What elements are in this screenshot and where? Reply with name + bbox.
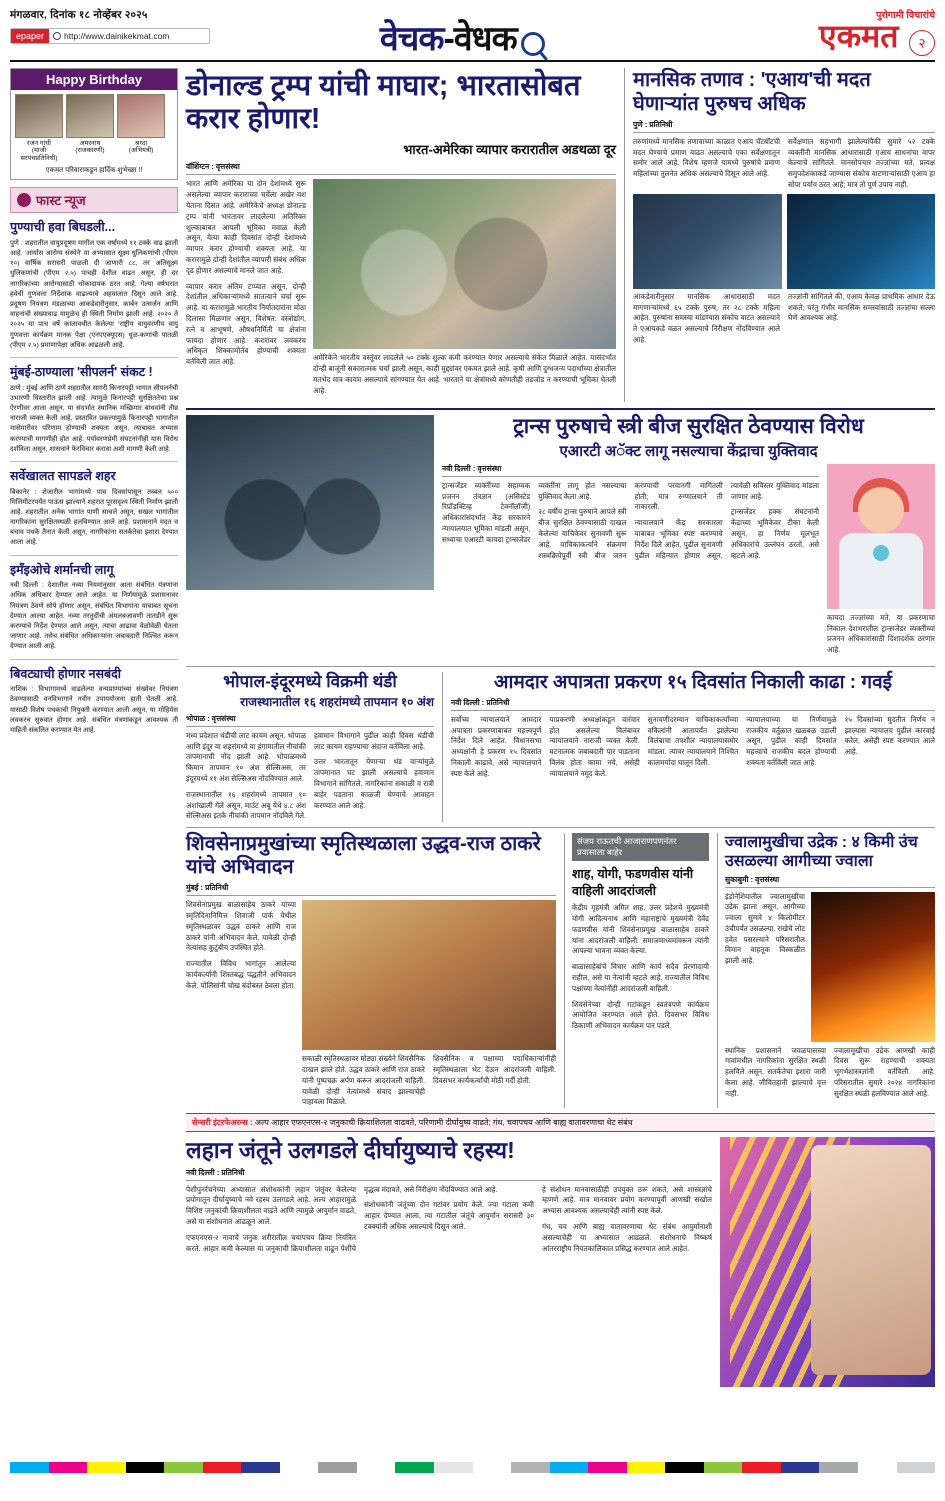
color-swatch xyxy=(704,1462,743,1473)
raut-paragraph: केंद्रीय गृहमंत्री अमित शाह, उत्तर प्रदेशचे मुख्यमंत्री योगी आदित्यनाथ आणि महाराष्ट्राचे मुख्यमंत्री देवेंद्र फडणवीस यांनी शिवसेनाप्रमुख बाळासाहेब ठाकरे यांना आदरांजली वाहिली. समाजमाध्यमांवरून त्यांनी आपल्या भावना व्यक्त केल्या. xyxy=(572,903,709,956)
color-swatch xyxy=(897,1462,936,1473)
fast-news-item[interactable] xyxy=(10,563,178,653)
sensory-body xyxy=(186,1185,712,1255)
globe-icon xyxy=(53,32,61,40)
section-title xyxy=(380,20,525,58)
page-number: २ xyxy=(909,30,935,56)
raut-headline: संजय राऊतची आजाराणपणनंतर प्रवासाला बाहेर xyxy=(572,833,709,861)
fast-news-item[interactable] xyxy=(10,469,178,549)
sensory-byline: नवी दिल्ली : प्रतिनिधी xyxy=(186,1168,712,1181)
trans-byline: नवी दिल्ली : वृत्तसंस्था xyxy=(442,464,819,477)
color-swatch xyxy=(819,1462,858,1473)
mental-photos xyxy=(633,194,935,289)
lead-photo xyxy=(313,179,616,349)
cold-and-mla-row xyxy=(186,666,935,822)
divider xyxy=(10,555,178,556)
fast-news-headline: पुण्याची हवा बिघडली... xyxy=(10,220,116,235)
lead-body xyxy=(186,179,616,401)
color-swatch xyxy=(781,1462,820,1473)
trans-headline: ट्रान्स पुरुषाचे स्त्री बीज सुरक्षित ठेवण्यास विरोध xyxy=(513,414,864,438)
face-shape xyxy=(858,487,904,533)
badge-icon xyxy=(873,545,889,561)
dna-photo-wrap xyxy=(720,1137,935,1387)
mla-story[interactable] xyxy=(442,672,935,822)
cold-body xyxy=(186,731,434,822)
mental-paragraph: आकडेवारीनुसार मानसिक आधारासाठी मदत मागणाऱ्यांमध्ये ६५ टक्के पुरुष, तर २८ टक्के महिला आहेत. पुरुषांना समस्या मांडण्यास संकोच वाटत असल्याने ते एआयकडे वळत असल्याचे निरीक्षण नोंदविण्यात आले आहे. xyxy=(633,291,780,344)
mental-body-top xyxy=(633,137,935,191)
color-swatch xyxy=(665,1462,704,1473)
sensory-paragraph: पेशीपुनर्रचनेच्या अभ्यासात संशोधकांनी लहान जंतूंवर केलेल्या प्रयोगातून दीर्घायुष्याचे नवे रहस्य उलगडले आहे. अल्प आहारामुळे विशिष्ट जनुकांची क्रियाशीलता वाढते आणि त्यामुळे आयुर्मान वाढते, असे या संशोधनात आढळून आले. xyxy=(186,1184,356,1226)
shivsena-paragraph: राज्यातील विविध भागांतून आलेल्या कार्यकर्त्यांनी शिस्तबद्ध पद्धतीने अभिवादन केले. पोलिसांनी चोख बंदोबस्त ठेवला होता. xyxy=(186,959,296,990)
mental-byline: पुणे : प्रतिनिधी xyxy=(633,120,935,133)
shivsena-story[interactable] xyxy=(186,833,556,1108)
birthday-sub: (राजकारणी) xyxy=(75,147,105,155)
mla-headline: आमदार अपात्रता प्रकरण १५ दिवसांत निकाली काढा : गवई xyxy=(494,671,892,693)
fast-news-headline: इमॅंइओचे शर्मानची लागू xyxy=(10,562,114,577)
color-swatch xyxy=(588,1462,627,1473)
raut-paragraph: शिवसेनेच्या दोन्ही गटांकडून स्वतंत्रपणे कार्यक्रम आयोजित करण्यात आले होते. दिवसभर विविध ठिकाणी अभिवादन कार्यक्रम पार पडले. xyxy=(572,999,709,1031)
birthday-sub: (अभियंत्री) xyxy=(128,147,154,155)
shivsena-headline: शिवसेनाप्रमुखांच्या स्मृतिस्थळाला उद्धव-राज ठाकरे यांचे अभिवादन xyxy=(186,833,541,879)
shivsena-paragraph: सकाळी स्मृतिस्थळावर मोठ्या संख्येने शिवसैनिक दाखल झाले होते. उद्धव ठाकरे आणि राज ठाकरे यांनी पुष्पचक्र अर्पण करून आदरांजली वाहिली. यावेळी दोन्ही नेत्यांमध्ये संवाद झाल्याचेही पाहायला मिळाले. xyxy=(302,1054,425,1107)
volcano-paragraph: इंडोनेशियातील ज्वालामुखीचा उद्रेक झाला असून, आगीच्या ज्वाला सुमारे ४ किलोमीटर उंचीपर्यंत उसळल्या. राखेचे लोट हवेत पसरल्याने परिसरातील विमान वाहतूक विस्कळीत झाली आहे. xyxy=(725,891,805,966)
sidebar xyxy=(10,68,178,1458)
trans-main xyxy=(442,415,935,661)
epaper-tag: epaper xyxy=(11,29,49,43)
mental-paragraph: सर्वेक्षणात सहभागी झालेल्यांपैकी सुमारे ५२ टक्के व्यक्तींनी मानसिक आधारासाठी एआय साधनांचा वापर केल्याचे सांगितले. मानसोपचार तज्ज्ञांच्या मते, प्रत्यक्ष समुपदेशकाकडे जाण्यास संकोच वाटणाऱ्यांसाठी एआय हा सोपा पर्याय ठरत आहे; मात्र तो पूर्ण उपाय नाही. xyxy=(788,136,935,189)
masthead-right xyxy=(715,8,935,56)
sensory-text-block xyxy=(186,1137,712,1387)
cold-paragraph: मध्य प्रदेशात थंडीची लाट कायम असून, भोपाळ आणि इंदूर या शहरांमध्ये या हंगामातील नीचांकी तापमानाची नोंद झाली आहे. भोपाळमध्ये किमान तापमान १० अंश सेल्सिअस, तर इंदूरमध्ये ११ अंश सेल्सिअस नोंदविण्यात आले. xyxy=(186,730,306,783)
birthday-person xyxy=(15,94,63,162)
fast-news-item[interactable] xyxy=(10,220,178,351)
lead-subhead: भारत-अमेरिका व्यापार करारातील अडथळा दूर xyxy=(403,142,616,158)
trans-paragraph: ट्रान्सजेंडर हक्क संघटनांनी केंद्राच्या भूमिकेवर टीका केली असून, हा निर्णय मूलभूत अधिकारांचे उल्लंघन ठरतो, असे म्हटले आहे. xyxy=(730,507,819,560)
raut-story[interactable] xyxy=(564,833,709,1108)
section-title-part1: वेचक xyxy=(379,20,444,58)
color-swatch xyxy=(357,1462,396,1473)
divider xyxy=(10,461,178,462)
lead-paragraph: अमेरिकेने भारतीय वस्तूंवर लादलेले ५० टक्के शुल्क कमी करण्यात येणार असल्याचे संकेत मिळाले आहेत. यासंदर्भात दोन्ही बाजूंनी सकारात्मक चर्चा झाली असून, काही मुद्द्यांवर एकमत झाले आहे. कृषी आणि दुग्धजन्य पदार्थांच्या क्षेत्रातील मतभेद मात्र कायम असल्याचे सांगण्यात येत आहे. भारताने या क्षेत्रांमध्ये कोणतीही तडजोड न करण्याची भूमिका घेतली आहे. xyxy=(313,353,616,395)
cold-weather-photo xyxy=(186,415,434,590)
cold-byline: भोपाळ : वृत्तसंस्था xyxy=(186,714,434,727)
lead-row xyxy=(186,68,935,402)
trans-paragraph: न्यायालयाने केंद्र सरकारला याबाबत भूमिका स्पष्ट करण्याचे निर्देश दिले आहेत. पुढील सुनावणी पुढील महिन्यात होणार असून, त्यावेळी सविस्तर युक्तिवाद मांडला जाणार आहे. xyxy=(634,480,819,560)
volcano-paragraph: ज्वालामुखीचा उद्रेक आणखी काही दिवस सुरू राहण्याची शक्यता भूगर्भशास्त्रज्ञांनी वर्तविली आहे. परिसरातील सुमारे २०२४ नागरिकांना सुरक्षित स्थळी हलविण्यात आले आहे. xyxy=(834,1045,935,1098)
birthday-person xyxy=(117,94,165,162)
birthday-name: अमरनाथ xyxy=(79,139,101,147)
masthead-center xyxy=(210,14,715,60)
trans-paragraph: ट्रान्सजेंडर व्यक्तींच्या सहाय्यक प्रजनन तंत्रज्ञान (असिस्टेड रिप्रॉडक्टिव्ह टेक्नॉलॉजी) अधिकारांसंदर्भात केंद्र सरकारने न्यायालयात भूमिका मांडली असून, सध्याचा एआरटी कायदा ट्रान्सजेंडर व्यक्तींना लागू होत नसल्याचा युक्तिवाद केला आहे. xyxy=(442,480,627,544)
trans-body xyxy=(442,481,819,562)
lead-paragraph: व्यापार करार अंतिम टप्प्यात असून, दोन्ही देशांतील अधिकाऱ्यांमध्ये सातत्याने चर्चा सुरू आहे. या करारामुळे भारतीय निर्यातदारांना मोठा दिलासा मिळणार असून, विशेषत: वस्त्रोद्योग, रत्ने व आभूषणे, औषधनिर्मिती या क्षेत्रांना फायदा होणार आहे. करारावर लवकरच अधिकृत शिक्कामोर्तब होण्याची शक्यता वर्तविली जात आहे. xyxy=(186,281,306,367)
avatar xyxy=(66,94,114,138)
epaper-link[interactable] xyxy=(10,28,210,44)
avatar xyxy=(117,94,165,138)
mental-health-story[interactable] xyxy=(624,68,935,402)
color-swatch xyxy=(858,1462,897,1473)
lead-col-1 xyxy=(186,179,306,401)
masthead-tagline: पुरोगामी विचारांचे xyxy=(876,10,935,21)
mla-body xyxy=(451,715,935,780)
shivsena-paragraph: शिवसैनिक व पक्षाच्या पदाधिकाऱ्यांनीही स्मृतिस्थळाला भेट देऊन आदरांजली वाहिली. दिवसभर कार्यकर्त्यांची मोठी गर्दी होती. xyxy=(433,1054,556,1085)
masthead-logo-row xyxy=(715,18,935,56)
elderly-portrait xyxy=(811,1145,931,1375)
birthday-person xyxy=(66,94,114,162)
person-illustration xyxy=(827,464,935,609)
sensory-paragraph: संशोधकांनी जंतूंच्या दोन गटांवर प्रयोग केले. ज्या गटाला कमी आहार देण्यात आला, त्या गटातील जंतूंचे आयुर्मान सरासरी ३० टक्क्यांनी अधिक असल्याचे दिसून आले. xyxy=(364,1200,534,1231)
trans-illustration-wrap xyxy=(827,464,935,661)
color-swatch xyxy=(434,1462,473,1473)
color-swatch xyxy=(49,1462,88,1473)
trans-paragraph: कायदा तज्ज्ञांच्या मते, या प्रकरणाचा निकाल देशभरातील ट्रान्सजेंडर व्यक्तींच्या प्रजनन अधिकारांसाठी दिशादर्शक ठरणार आहे. xyxy=(827,612,935,655)
shivsena-byline: मुंबई : प्रतिनिधी xyxy=(186,883,556,896)
fast-news-text: पुणे : शहरातील वायुप्रदूषण मागील एक वर्षामध्ये ११ टक्के वाढ झाली आहे. 'आर्यास आरोग्य संस्थेने' या अभ्यासात सूक्ष्म धुलिकणांची (पीएम १०) वार्षिक सरासरी पाळली दी जाणारी ८८, तर अतिसूक्ष्म धुलिकणांची (पीएम २.५) पाचही देशील वाढत असून, ही दर नागरिकांच्या आरोग्यासाठी धोकादायक ठरत आहे. गेल्या वर्षभरात हवेची गुणवत्ता निर्देशांक वाढल्याचे अहवालात दिसून आले आहे. प्रदूषण नियंत्रण मंडळाच्या आकडेवारीनुसार, कार्बन उत्सर्जन आणि वाहनांची संख्यावाढ यामुळेच ही स्थिती निर्माण झाली आहे. २०२० ते २०२५ या पाच वर्षे कालावधीत केलेल्या 'राष्ट्रीय वायुवरणीय वायु गुणवत्ता कार्यक्रम मानक पेक्षा (एनएएक्यूएस) धूळ-कणांची पातळी (पीएम २.५) प्रमाणापेक्षा अधिक आढळली आहे. xyxy=(10,239,178,349)
fast-news-item[interactable] xyxy=(10,365,178,455)
sensory-headline: लहान जंतूने उलगडले दीर्घायुष्याचे रहस्य! xyxy=(186,1137,515,1164)
cold-subhead: राजस्थानातील १६ शहरांमध्ये तापमान १० अंश xyxy=(240,695,434,710)
fast-news-headline: मुंबई-ठाण्याला 'सीपलर्न' संकट ! xyxy=(10,364,153,379)
mla-byline: नवी दिल्ली : प्रतिनिधी xyxy=(451,698,935,711)
trans-paragraph: २८ वर्षीय ट्रान्स पुरुषाने आपले स्त्री बीज सुरक्षित ठेवण्यासाठी दाखल केलेल्या याचिकेवर सुनावणी सुरू आहे. याचिकाकर्त्याने संक्रमण शस्त्रक्रियेपूर्वी स्त्री बीज जतन करण्याची परवानगी मागितली होती; मात्र रुग्णालयाने ती नाकारली. xyxy=(538,480,723,560)
shivsena-photo xyxy=(302,900,556,1050)
happy-birthday-box xyxy=(10,68,178,181)
magnifier-icon xyxy=(521,32,545,56)
birthday-name: श्रध्दा xyxy=(134,139,148,147)
mental-paragraph: तज्ज्ञांनी सांगितले की, एआय केवळ प्राथमिक आधार देऊ शकते; परंतु गंभीर मानसिक समस्यांसाठी तज्ज्ञांचा सल्ला घेणे आवश्यक आहे. xyxy=(788,291,935,323)
happy-birthday-title: Happy Birthday xyxy=(11,69,177,90)
shivsena-paragraph: शिवसेनाप्रमुख बाळासाहेब ठाकरे यांच्या स्मृतिदिनानिमित्त शिवाजी पार्क येथील स्मृतिस्थळावर उद्धव ठाकरे आणि राज ठाकरे यांनी अभिवादन केले. यावेळी दोन्ही नेत्यांसह कुटुंबीय उपस्थित होते. xyxy=(186,900,296,953)
fast-news-title: फास्ट न्यूज xyxy=(36,193,86,209)
sensory-paragraph: एफएनएस-२ नावाचे जनुक शरीरातील चयापचय क्रिया नियंत्रित करते. आहार कमी केल्यास या जनुकाची क्रियाशीलता वाढून पेशींचे वृद्धत्व मंदावते, असे निरीक्षण नोंदविण्यात आले आहे. xyxy=(186,1184,498,1253)
robot-photo xyxy=(633,194,782,289)
phone-calling-photo xyxy=(787,194,936,289)
volcano-story[interactable] xyxy=(717,833,935,1108)
color-swatch xyxy=(742,1462,781,1473)
birthday-name: रजन गांधी xyxy=(27,139,51,147)
epaper-url-text: http://www.dainikekmat.com xyxy=(64,31,170,41)
raut-paragraph: बाळासाहेबांचे विचार आणि कार्य सदैव प्रेरणादायी राहील, असे या नेत्यांनी म्हटले आहे. राज्यातील विविध पक्षांच्या नेत्यांनीही आदरांजली वाहिली. xyxy=(572,962,709,993)
sensory-paragraph: गंध, चव आणि बाह्य वातावरणाचा थेट संबंध आयुर्मानाशी असल्याचेही या अभ्यासात आढळले. संशोधनाचे निष्कर्ष आंतरराष्ट्रीय नियतकालिकात प्रसिद्ध करण्यात आले आहेत. xyxy=(542,1221,712,1253)
sensory-kicker xyxy=(186,1113,935,1132)
color-swatch xyxy=(203,1462,242,1473)
cold-paragraph: उत्तर भारतातून येणाऱ्या थंड वाऱ्यांमुळे तापमानात घट झाली असल्याचे हवामान विभागाने सांगितले. नागरिकांना सकाळी व रात्री बाहेर पडताना काळजी घेण्याचे आवाहन करण्यात आले आहे. xyxy=(314,757,434,810)
fast-news-header xyxy=(10,187,178,213)
section-title-part2: -वेधक xyxy=(443,20,517,58)
color-calibration-bar xyxy=(10,1462,935,1473)
trans-subhead: एआरटी अॅक्ट लागू नसल्याचा केंद्राचा युक्तिवाद xyxy=(559,442,818,460)
fast-news-text: ठाणे : मुंबई आणि ठाणे शहरातील सागरी किनारपट्टी भागात सीपलर्नची उभारणी विस्तारीत झाली आहे. त्यामुळे किनारपट्टी सुरक्षिततेचा प्रश्न ऐरणीवर आला असून, या संदर्भात स्थानिक मच्छिमार बांधवांनी तीव्र नाराजी व्यक्त केली आहे. प्रस्तावित प्रकल्पामुळे किनारपट्टी भागातील मासेमारीवर परिणाम होण्याची शक्यता असून, त्याबाबत अभ्यास करण्याची मागणीही होत आहे. पर्यावरणप्रेमी संघटनांनीही यास विरोध दर्शविला असून, शासनाने फेरविचार करावा अशी मागणी केली आहे. xyxy=(10,384,178,453)
color-swatch xyxy=(10,1462,49,1473)
color-swatch xyxy=(473,1462,512,1473)
color-swatch xyxy=(511,1462,550,1473)
fast-news-text: बिकानेर : शेजारील भागांमध्ये पाच दिवसांपासून तब्बल ५०० मिलिमीटरपर्यंत पाऊस झाल्याने शहरात पूरसदृश्य स्थिती निर्माण झाली आहे. शहरातील अनेक भागांत पाणी साचले असून, सखल भागांतील नागरिकांना सुरक्षितस्थळी हलविण्यात आले आहे. प्रशासनाने मदत व बचाव पथके तैनात केली असून, नागरिकांना सतर्कतेचा इशारा देण्यात आला आहे. xyxy=(10,488,178,547)
cold-photo-wrap xyxy=(186,415,434,661)
fast-news-list xyxy=(10,220,178,736)
bullet-icon xyxy=(17,193,31,207)
cold-paragraph: राजस्थानातील १६ शहरांमध्ये तापमान १० अंशांखाली गेले असून, माउंट अबू येथे ४.८ अंश सेल्सिअस इतके नीचांकी तापमान नोंदविले गेले. हवामान विभागाने पुढील काही दिवस थंडीची लाट कायम राहण्याचा अंदाज वर्तविला आहे. xyxy=(186,730,434,821)
fast-news-text: नवी दिल्ली : देशातील नव्या नियमांनुसार आता संबंधित यंत्रणांना अधिक अधिकार देण्यात आले आहेत. या निर्णयामुळे प्रशासनावर नियंत्रण ठेवणे सोपे होणार असून, संबंधित विभागांना याबाबत सूचना देण्यात आल्या आहेत. नव्या तरतुदींची अंमलबजावणी तातडीने सुरू करण्याचे निर्देश देण्यात आले असून, त्याचा आढावा वेळोवेळी घेतला जाणार आहे. तसेच संबंधित अधिकाऱ्यांना जबाबदारी निश्चित करून देण्यात आली आहे. xyxy=(10,582,178,651)
mla-paragraph: याप्रकरणी अध्यक्षांकडून वारंवार होत असलेल्या विलंबावर न्यायालयाने नाराजी व्यक्त केली. घटनात्मक जबाबदारी पार पाडताना विलंब होता कामा नये, असेही न्यायालयाने नमूद केले. xyxy=(549,714,640,778)
color-swatch xyxy=(241,1462,280,1473)
fast-news-item[interactable] xyxy=(10,667,178,737)
color-swatch xyxy=(395,1462,434,1473)
color-swatch xyxy=(126,1462,165,1473)
mental-paragraph: तरुणांमध्ये मानसिक तणावाच्या काळात एआय चॅटबॉटची मदत घेण्याचे प्रमाण वाढत असल्याचे एका सर्वेक्षणातून समोर आले आहे. विशेष म्हणजे यामध्ये पुरुषांचे प्रमाण महिलांच्या तुलनेत अधिक असल्याचे दिसून आले आहे. xyxy=(633,136,780,179)
mla-paragraph: सुनावणीदरम्यान याचिकाकर्त्यांच्या वकिलांनी आतापर्यंत झालेल्या विलंबाचा तपशील न्यायालयासमोर मांडला. त्यावर न्यायालयाने निश्चित कालमर्यादा घालून दिली. xyxy=(647,714,739,767)
middle-row xyxy=(186,827,935,1108)
trans-story[interactable] xyxy=(186,408,935,661)
divider xyxy=(10,659,178,660)
avatar xyxy=(15,94,63,138)
volcano-headline: ज्वालामुखीचा उद्रेक : ४ किमी उंच उसळल्या आगीच्या ज्वाला xyxy=(725,834,918,871)
fast-news-text: नाशिक : विभागामध्ये वाढलेल्या वन्यप्राण्यांच्या संख्येवर नियंत्रण ठेवण्यासाठी वनविभागाने नवीन उपाययोजना हाती घेतली आहे. यासाठी विशेष पथकाची नियुक्ती करण्यात आली असून, या मोहिमेस लवकरच सुरुवात होणार आहे. संबंधित यंत्रणांकडून आवश्यक ती माहिती संकलित करण्यात येत आहे. xyxy=(10,686,178,734)
birthday-people xyxy=(11,90,177,166)
fast-news-headline: सर्वेखालत सापडले शहर xyxy=(10,468,116,483)
color-swatch xyxy=(627,1462,666,1473)
mental-body-bottom xyxy=(633,292,935,346)
birthday-sub: (माजी सरपंचप्रतिनिधी) xyxy=(20,147,58,162)
volcano-photo xyxy=(811,892,935,1042)
epaper-url xyxy=(49,31,173,41)
color-swatch xyxy=(164,1462,203,1473)
masthead xyxy=(10,8,935,62)
main-content xyxy=(186,68,935,1458)
color-swatch xyxy=(280,1462,319,1473)
lead-headline: डोनाल्ड ट्रम्प यांची माघार; भारतासोबत करार होणार! xyxy=(186,69,581,136)
fast-news-headline: बिवट्याची होणार नसबंदी xyxy=(10,666,122,681)
lead-story[interactable] xyxy=(186,68,616,402)
volcano-byline: सुकाबुमी : वृत्तसंस्था xyxy=(725,875,935,888)
mla-paragraph: १५ दिवसांच्या मुदतीत निर्णय न झाल्यास न्यायालय पुढील कारवाई करेल, असेही स्पष्ट करण्यात आले आहे. xyxy=(844,714,935,757)
birthday-note: एकमत परिवाराकडून हार्दिक शुभेच्छा !! xyxy=(45,167,143,175)
lead-byline: वॉशिंग्टन : वृत्तसंस्था xyxy=(186,162,616,175)
mental-headline: मानसिक तणाव : 'एआय'ची मदत घेणाऱ्यांत पुरुषच अधिक xyxy=(633,68,871,115)
publication-logo: एकमत xyxy=(818,18,899,54)
sensory-kicker-label: सेन्सरी इंटरफेअरन्स : xyxy=(192,1118,253,1128)
trans-text-cols xyxy=(442,464,819,661)
sensory-story[interactable] xyxy=(186,1113,935,1387)
volcano-paragraph: स्थानिक प्रशासनाने जवळपासच्या गावांमधील नागरिकांना सुरक्षित स्थळी हलविले असून, सतर्कतेचा इशारा जारी केला आहे. जीवितहानी झाल्याचे वृत्त नाही. xyxy=(725,1045,826,1098)
color-swatch xyxy=(87,1462,126,1473)
divider xyxy=(10,357,178,358)
page-body xyxy=(10,68,935,1458)
color-swatch xyxy=(318,1462,357,1473)
sensory-paragraph: हे संशोधन मानवासाठीही उपयुक्त ठरू शकते, असे शास्त्रज्ञांचे म्हणणे आहे. मात्र मानवावर प्रयोग करण्यापूर्वी आणखी सखोल अभ्यास आवश्यक असल्याचेही त्यांनी स्पष्ट केले. xyxy=(542,1184,712,1216)
mla-paragraph: न्यायालयाच्या या निर्णयामुळे राजकीय वर्तुळात खळबळ उडाली असून, पुढील काही दिवसांत महत्त्वाचे राजकीय बदल होण्याची शक्यता वर्तविली जात आहे. xyxy=(746,714,837,767)
dna-photo xyxy=(720,1137,935,1387)
lead-paragraph: भारत आणि अमेरिका या दोन देशांमध्ये सुरू असलेल्या व्यापार कराराच्या चर्चेला अखेर यश येताना दिसत आहे. अमेरिकेचे अध्यक्ष डोनाल्ड ट्रम्प यांनी भारतावर लादलेल्या अतिरिक्त शुल्काबाबत आपली भूमिका मवाळ केली असून, येत्या काही दिवसांत दोन्ही देशांमध्ये व्यापार करार होण्याची शक्यता आहे. या करारामुळे दोन्ही देशांतील व्यापारी संबंध अधिक दृढ होणार असल्याचे मानले जात आहे. xyxy=(186,179,306,275)
cold-story[interactable] xyxy=(186,672,434,822)
raut-subhead: शाह, योगी, फडणवीस यांनी वाहिली आदरांजली xyxy=(572,867,694,899)
publication-date: मंगळवार, दिनांक १८ नोव्हेंबर २०२५ xyxy=(10,9,148,21)
lead-col-2 xyxy=(313,179,616,401)
color-swatch xyxy=(550,1462,589,1473)
masthead-left xyxy=(10,8,210,44)
cold-headline: भोपाल-इंदूरमध्ये विक्रमी थंडी xyxy=(223,671,397,691)
mla-paragraph: सर्वोच्च न्यायालयाने आमदार अपात्रता प्रकरणाबाबत महत्त्वपूर्ण निर्देश दिले आहेत. विधानसभा अध्यक्षांनी हे प्रकरण १५ दिवसांत निकाली काढावे, असे न्यायालयाने स्पष्ट केले आहे. xyxy=(451,714,542,778)
sensory-kicker-text: अल्प आहार एफएनएस-२ जनुकाची क्रियाशिलता वाढवते, परिणामी दीर्घायुष्य वाढते; गंध, चवापचय आणि बाह्य वातावरणाचा थेट संबंध xyxy=(254,1118,633,1128)
